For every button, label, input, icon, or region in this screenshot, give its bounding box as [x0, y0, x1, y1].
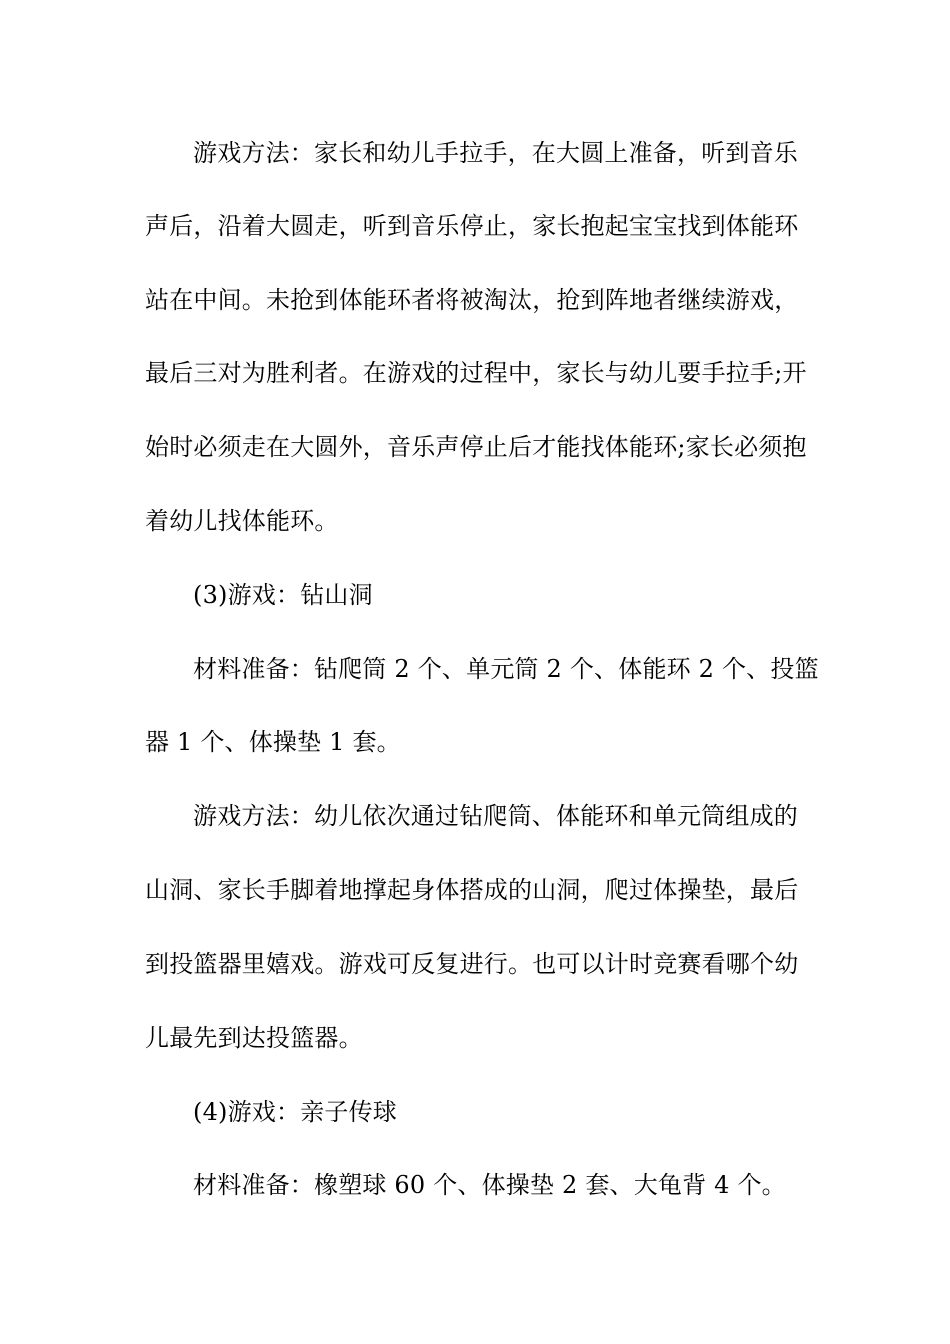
paragraph-line: 到投篮器里嬉戏。游戏可反复进行。也可以计时竞赛看哪个幼	[145, 950, 799, 978]
paragraph-line: 站在中间。未抢到体能环者将被淘汰，抢到阵地者继续游戏，	[145, 286, 799, 314]
paragraph-line: 材料准备：钻爬筒 2 个、单元筒 2 个、体能环 2 个、投篮	[193, 655, 819, 683]
paragraph-line: 游戏方法：幼儿依次通过钻爬筒、体能环和单元筒组成的	[193, 802, 798, 830]
section-heading: (4)游戏：亲子传球	[193, 1098, 397, 1126]
paragraph-line: 儿最先到达投篮器。	[145, 1024, 363, 1052]
paragraph-line: 最后三对为胜利者。在游戏的过程中，家长与幼儿要手拉手;开	[145, 359, 807, 387]
section-heading: (3)游戏：钻山洞	[193, 581, 373, 609]
paragraph-line: 山洞、家长手脚着地撑起身体搭成的山洞，爬过体操垫，最后	[145, 876, 799, 904]
paragraph-line: 始时必须走在大圆外，音乐声停止后才能找体能环;家长必须抱	[145, 433, 807, 461]
paragraph-line: 声后，沿着大圆走，听到音乐停止，家长抱起宝宝找到体能环	[145, 212, 799, 240]
paragraph-line: 着幼儿找体能环。	[145, 507, 339, 535]
paragraph-line: 器 1 个、体操垫 1 套。	[145, 728, 401, 756]
paragraph-line: 游戏方法：家长和幼儿手拉手，在大圆上准备，听到音乐	[193, 139, 798, 167]
paragraph-line: 材料准备：橡塑球 60 个、体操垫 2 套、大龟背 4 个。	[193, 1171, 786, 1199]
